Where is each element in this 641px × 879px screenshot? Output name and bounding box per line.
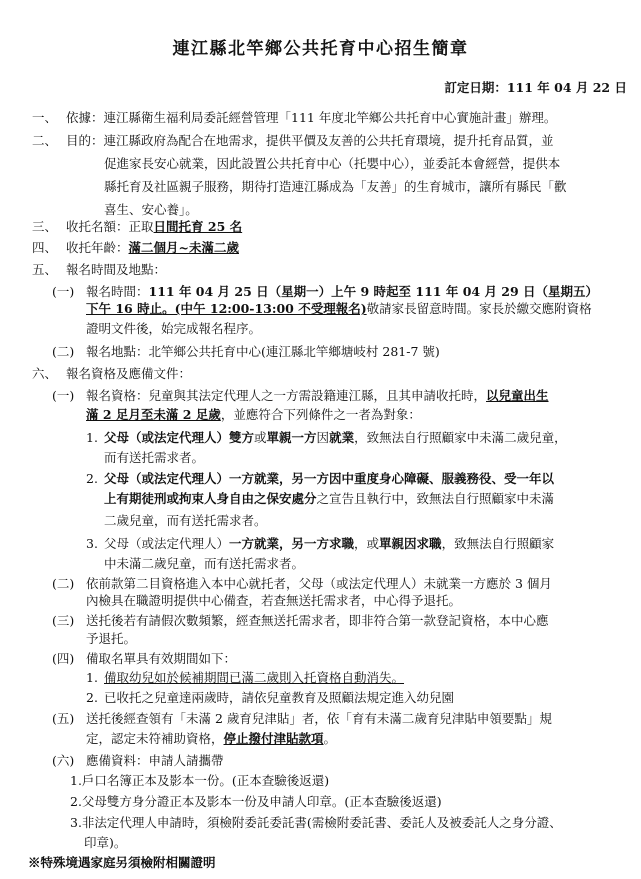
item-label: 報名地點：	[86, 344, 149, 359]
date-label: 訂定日期：	[444, 80, 507, 95]
section-6-item-3	[52, 613, 549, 629]
section-5	[32, 262, 166, 278]
rule-text: 備取幼兒如於候補期間已滿二歲則入托資格自動消失。	[104, 670, 405, 685]
item-number: (二)	[52, 344, 75, 359]
section-6-item-2-line-2: 內檢具在職證明提供中心備查，若查無送托需求者，中心得予退托。	[86, 593, 462, 608]
condition-bold: 上有期徒刑或拘束人身自由之保安處分	[104, 491, 317, 506]
waitlist-rule-1	[86, 670, 404, 686]
item-number: (一)	[52, 388, 75, 403]
section-text: 連江縣政府為配合在地需求，提供平價及友善的公共托育環境，提升托育品質，並	[103, 133, 554, 148]
rule-number: 1.	[86, 670, 98, 685]
condition-bold: 單親一方	[266, 430, 317, 445]
item-text: 送托後經查領有「未滿 2 歲育兒津貼」者，依「育有未滿二歲育兒津貼申領要點」規	[86, 711, 552, 726]
section-label: 報名資格及應備文件：	[66, 366, 192, 381]
condition-number: 2.	[86, 471, 98, 486]
waitlist-rule-2	[86, 690, 454, 706]
condition-text: ，或	[354, 536, 380, 551]
document-title: 連江縣北竿鄉公共托育中心招生簡章	[172, 39, 469, 59]
item-number: (四)	[52, 651, 75, 666]
age-value: 滿二個月~未滿二歲	[128, 240, 239, 255]
section-6-item-2	[52, 576, 552, 592]
issue-date	[444, 78, 627, 96]
section-6-item-4	[52, 651, 236, 667]
section-number: 二、	[32, 133, 58, 148]
section-5-item-1	[52, 284, 598, 300]
item-text: ，並應符合下列條件之一者為對象：	[220, 407, 421, 422]
item-text: 依前款第二目資格進入本中心就托者，父母（或法定代理人）未就業一方應於 3 個月	[86, 576, 552, 591]
section-text: 連江縣衛生福利局委託經營管理「111 年度北竿鄉公共托育中心實施計畫」辦理。	[103, 110, 557, 125]
item-label: 報名時間：	[86, 284, 149, 299]
special-case-note: ※特殊境遇家庭另須檢附相關證明	[28, 855, 216, 870]
section-number: 四、	[32, 240, 58, 255]
item-label: 應備資料：申請人請攜帶	[86, 753, 224, 768]
section-5-item-2	[52, 344, 440, 360]
section-5-item-1-line-2	[86, 301, 592, 317]
condition-number: 3.	[86, 536, 98, 551]
item-label: 備取名單具有效期間如下：	[86, 651, 237, 666]
section-number: 三、	[32, 219, 58, 234]
condition-text: 或	[254, 430, 267, 445]
condition-number: 1.	[86, 430, 98, 445]
section-6	[32, 366, 191, 382]
condition-2	[86, 471, 554, 487]
item-text: 送托後若有請假次數頻繁，經查無送托需求者，即非符合第一款登記資格，本中心應	[86, 613, 549, 628]
condition-3	[86, 536, 554, 552]
condition-bold: 一方就業，另一方求職	[229, 536, 355, 551]
item-text: 敬請家長留意時間。家長於繳交應附資格	[366, 301, 592, 316]
rule-number: 2.	[86, 690, 98, 705]
section-5-item-1-line-3: 證明文件後，始完成報名程序。	[86, 321, 262, 336]
item-text: 報名資格：兒童與其法定代理人之一方需設籍連江縣，且其申請收托時，	[86, 388, 487, 403]
condition-1-line-2: 而有送托需求者。	[104, 450, 205, 465]
rule-text: 已收托之兒童達兩歲時，請依兒童教育及照顧法規定進入幼兒園	[104, 690, 455, 705]
capacity-value: 日間托育 25 名	[153, 219, 243, 234]
condition-1	[86, 430, 567, 446]
required-doc-3: 3.非法定代理人申請時，須檢附委託委託書(需檢附委託書、委託人及被委託人之身分證、	[70, 815, 562, 830]
condition-2-line-2	[104, 491, 554, 507]
section-number: 一、	[32, 110, 58, 125]
section-6-item-3-line-2: 予退托。	[86, 631, 137, 646]
section-1	[32, 110, 556, 126]
eligibility-age-range: 滿 2 足月至未滿 2 足歲	[86, 407, 221, 422]
section-label: 目的：	[66, 133, 104, 148]
registration-end: 下午 16 時止	[86, 301, 163, 316]
required-doc-2: 2.父母雙方身分證正本及影本一份及申請人印章。(正本查驗後返還)	[70, 794, 442, 809]
condition-bold: 就業	[329, 430, 355, 445]
section-6-item-5-line-2	[86, 731, 336, 747]
section-2-line-3: 縣托育及社區親子服務，期待打造連江縣成為「友善」的生育城市，讓所有縣民「歡	[104, 179, 567, 194]
section-4	[32, 240, 239, 256]
required-doc-1: 1.戶口名簿正本及影本一份。(正本查驗後返還)	[70, 773, 330, 788]
item-text: 北竿鄉公共托育中心(連江縣北竿鄉塘岐村 281-7 號)	[148, 344, 440, 359]
subsidy-stop-note: 停止撥付津貼款項	[223, 731, 324, 746]
section-6-item-5	[52, 711, 552, 727]
section-label: 收托名額：	[66, 219, 129, 234]
condition-bold: 單親因求職	[379, 536, 442, 551]
item-number: (六)	[52, 753, 75, 768]
section-2-line-2: 促進家長安心就業，因此設置公共托育中心（托嬰中心），並委託本會經營，提供本	[104, 156, 561, 171]
item-number: (五)	[52, 711, 75, 726]
condition-3-line-2: 中未滿二歲兒童，而有送托需求者。	[104, 556, 305, 571]
eligibility-age: 以兒童出生	[486, 388, 549, 403]
condition-text: ，致無法自行照顧家中未滿二歲兒童，	[354, 430, 567, 445]
date-value: 111 年 04 月 22 日	[506, 80, 627, 95]
lunch-break-note: 。(中午 12:00-13:00 不受理報名)	[162, 301, 367, 316]
section-number: 六、	[32, 366, 58, 381]
section-6-item-1-line-2	[86, 407, 421, 423]
section-2-line-4: 喜生、安心養」。	[104, 202, 198, 217]
section-3	[32, 219, 242, 235]
item-number: (二)	[52, 576, 75, 591]
condition-text: 父母（或法定代理人）	[104, 536, 230, 551]
section-number: 五、	[32, 262, 58, 277]
section-6-item-6	[52, 753, 224, 769]
section-2	[32, 133, 554, 149]
section-label: 報名時間及地點：	[66, 262, 167, 277]
condition-bold: 父母（或法定代理人）一方就業，另一方因中重度身心障礙、服義務役、受一年以	[104, 471, 555, 486]
condition-text: 因	[316, 430, 330, 445]
required-doc-3-line-2: 印章)。	[84, 835, 127, 850]
section-label: 依據：	[66, 110, 104, 125]
section-text: 正取	[128, 219, 154, 234]
condition-text: ，致無法自行照顧家	[441, 536, 555, 551]
section-6-item-1	[52, 388, 549, 404]
item-text: 定，認定未符補助資格，	[86, 731, 224, 746]
item-number: (三)	[52, 613, 75, 628]
item-text: 。	[323, 731, 337, 746]
registration-period: 111 年 04 月 25 日（星期一）上午 9 時起至 111 年 04 月 29 日（星期五）	[148, 284, 599, 299]
section-label: 收托年齡：	[66, 240, 129, 255]
condition-2-line-3: 二歲兒童，而有送托需求者。	[104, 513, 267, 528]
condition-bold: 父母（或法定代理人）雙方	[104, 430, 255, 445]
condition-text: 之宣告且執行中，致無法自行照顧家中未滿	[316, 491, 555, 506]
item-number: (一)	[52, 284, 75, 299]
